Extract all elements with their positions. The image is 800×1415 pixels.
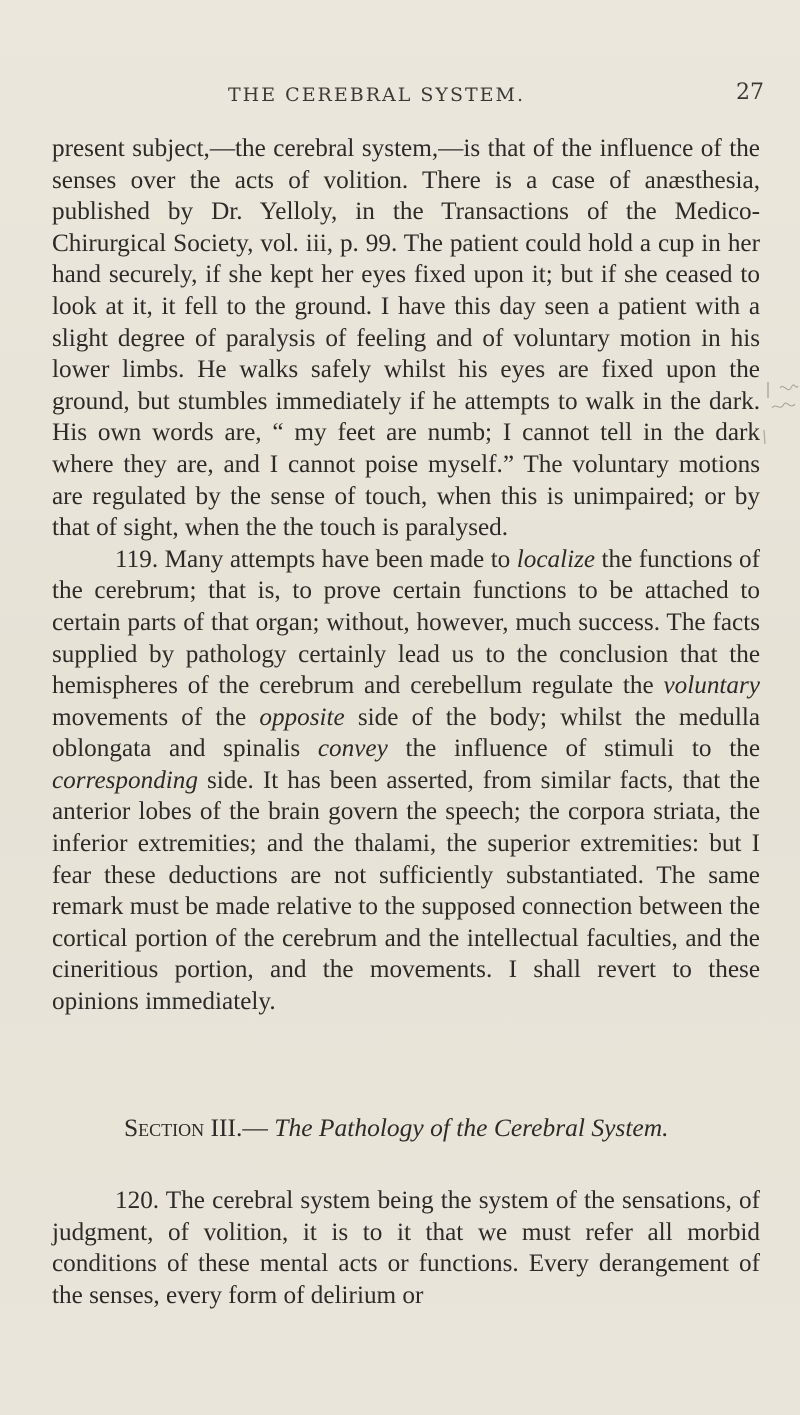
- paragraph-continued: present subject,—the cerebral system,—is that of the influence of the senses over the acts of volition. There is a case of anæsthesia, published by Dr. Yelloly, in the Transactions of the Medico-Chirurgical Society, vol. iii, p. 99. The patient could hold a cup in her hand securely, if she kept her eyes fixed upon it; but if she ceased to look at it, it fell to the ground. I have this day seen a patient with a slight degree of paralysis of feeling and of voluntary motion in his lower limbs. He walks safely whilst his eyes are fixed upon the ground, but stumbles immediately if he attempts to walk in the dark. His own words are, “ my feet are numb; I cannot tell in the dark where they are, and I cannot poise myself.” The voluntary motions are regulated by the sense of touch, when this is unimpaired; or by that of sight, when the the touch is paralysed.: [52, 135, 760, 542]
- section-heading: [124, 1113, 669, 1143]
- section-title: The Pathology of the Cerebral System.: [267, 1113, 669, 1142]
- body-text-section-3: [52, 1185, 760, 1311]
- paragraph-number: 119.: [115, 545, 159, 573]
- body-text: [52, 133, 760, 1018]
- section-label: Section III.—: [124, 1113, 268, 1142]
- paragraph-120: 120. The cerebral system being the system of the sensations, of judgment, of volition, it is to it that we must refer all morbid conditions of these mental acts or functions. Every derangement of the senses, every form of delirium or: [52, 1187, 760, 1309]
- paragraph-119: 119. Many attempts have been made to localize the functions of the cerebrum; that is, to prove certain functions to be attached to certain parts of that organ; without, however, much success. The facts supplied by pathology certainly lead us to the conclusion that the hemispheres of the cerebrum and cerebellum regulate the voluntary movements of the opposite side of the body; whilst the medulla oblongata and spinalis convey the influence of stimuli to the corresponding side. It has been asserted, from similar facts, that the anterior lobes of the brain govern the speech; the corpora striata, the inferior extremities; and the thalami, the superior extremities: but I fear these deductions are not sufficiently substantiated. The same remark must be made relative to the supposed connection between the cortical portion of the cerebrum and the intellectual faculties, and the cineritious portion, and the movements. I shall revert to these opinions immediately.: [52, 545, 760, 1016]
- page-number: 27: [736, 80, 764, 105]
- marginal-handwriting: [762, 378, 800, 448]
- running-head: THE CEREBRAL SYSTEM.: [228, 84, 525, 106]
